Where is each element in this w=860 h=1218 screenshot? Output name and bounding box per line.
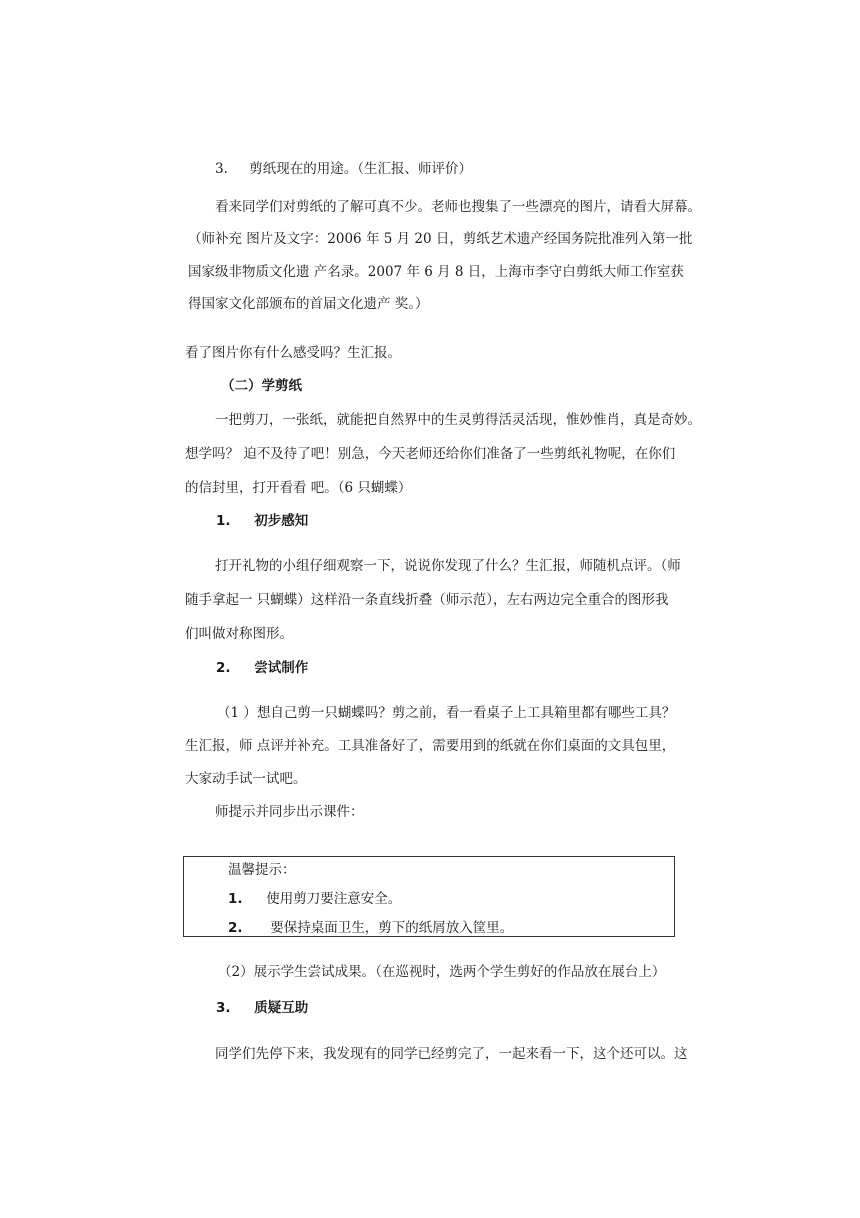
tip-text: 使用剪刀要注意安全。 [266,891,402,907]
paragraph-line: （2）展示学生尝试成果。（在巡视时，选两个学生剪好的作品放在展台上） [218,964,666,980]
step-title: 尝试制作 [254,660,309,676]
paragraph-line: 看了图片你有什么感受吗？生汇报。 [185,345,401,361]
paragraph-line: 大家动手试一试吧。 [185,771,307,787]
step-1-heading [216,511,308,531]
subsection-heading: （二）学剪纸 [221,378,302,394]
paragraph-line: 得国家文化部颁布的首届文化遗产 奖。） [188,296,429,312]
paragraph-line: 国家级非物质文化遗 产名录。2007 年 6 月 8 日，上海市李守白剪纸大师工作室获 [188,264,684,280]
paragraph-line: 同学们先停下来，我发现有的同学已经剪完了，一起来看一下，这个还可以。这 [215,1046,688,1062]
tip-text: 要保持桌面卫生，剪下的纸屑放入筐里。 [270,920,514,936]
paragraph-line: 随手拿起一 只蝴蝶）这样沿一条直线折叠（师示范），左右两边完全重合的图形我 [185,592,669,608]
paragraph-line: 生汇报，师 点评并补充。工具准备好了，需要用到的纸就在你们桌面的文具包里， [185,738,676,754]
paragraph-line: （1 ）想自己剪一只蝴蝶吗？剪之前，看一看桌子上工具箱里都有哪些工具？ [217,705,676,721]
paragraph-line: 们叫做对称图形。 [185,626,293,642]
section-3-heading [215,159,472,179]
tip-item [228,889,401,909]
step-number: 1. [216,513,231,529]
paragraph-line: 想学吗？ 迫不及待了吧！别急，今天老师还给你们准备了一些剪纸礼物呢，在你们 [185,446,676,462]
paragraph-line: 打开礼物的小组仔细观察一下，说说你发现了什么？生汇报，师随机点评。（师 [215,558,681,574]
paragraph-line: 的信封里，打开看看 吧。（6 只蝴蝶） [185,480,412,496]
section-text: 剪纸现在的用途。（生汇报、师评价） [249,161,473,177]
step-number: 2. [216,660,231,676]
step-2-heading [216,658,308,678]
paragraph-line: 师提示并同步出示课件： [215,804,364,820]
tip-item [228,918,513,938]
paragraph-line: 看来同学们对剪纸的了解可真不少。老师也搜集了一些漂亮的图片，请看大屏幕。 [215,199,701,215]
paragraph-line: （师补充 图片及文字：2006 年 5 月 20 日，剪纸艺术遗产经国务院批准列入第一批 [188,231,693,247]
step-title: 质疑互助 [254,1000,309,1016]
step-number: 3. [216,1000,231,1016]
tip-title: 温馨提示： [228,862,296,878]
tip-number: 2. [228,920,243,936]
step-3-heading [216,998,308,1018]
tip-number: 1. [228,891,243,907]
paragraph-line: 一把剪刀，一张纸，就能把自然界中的生灵剪得活灵活现，惟妙惟肖，真是奇妙。 [215,412,701,428]
tip-box [183,856,675,937]
step-title: 初步感知 [254,513,309,529]
section-number: 3. [215,161,228,177]
